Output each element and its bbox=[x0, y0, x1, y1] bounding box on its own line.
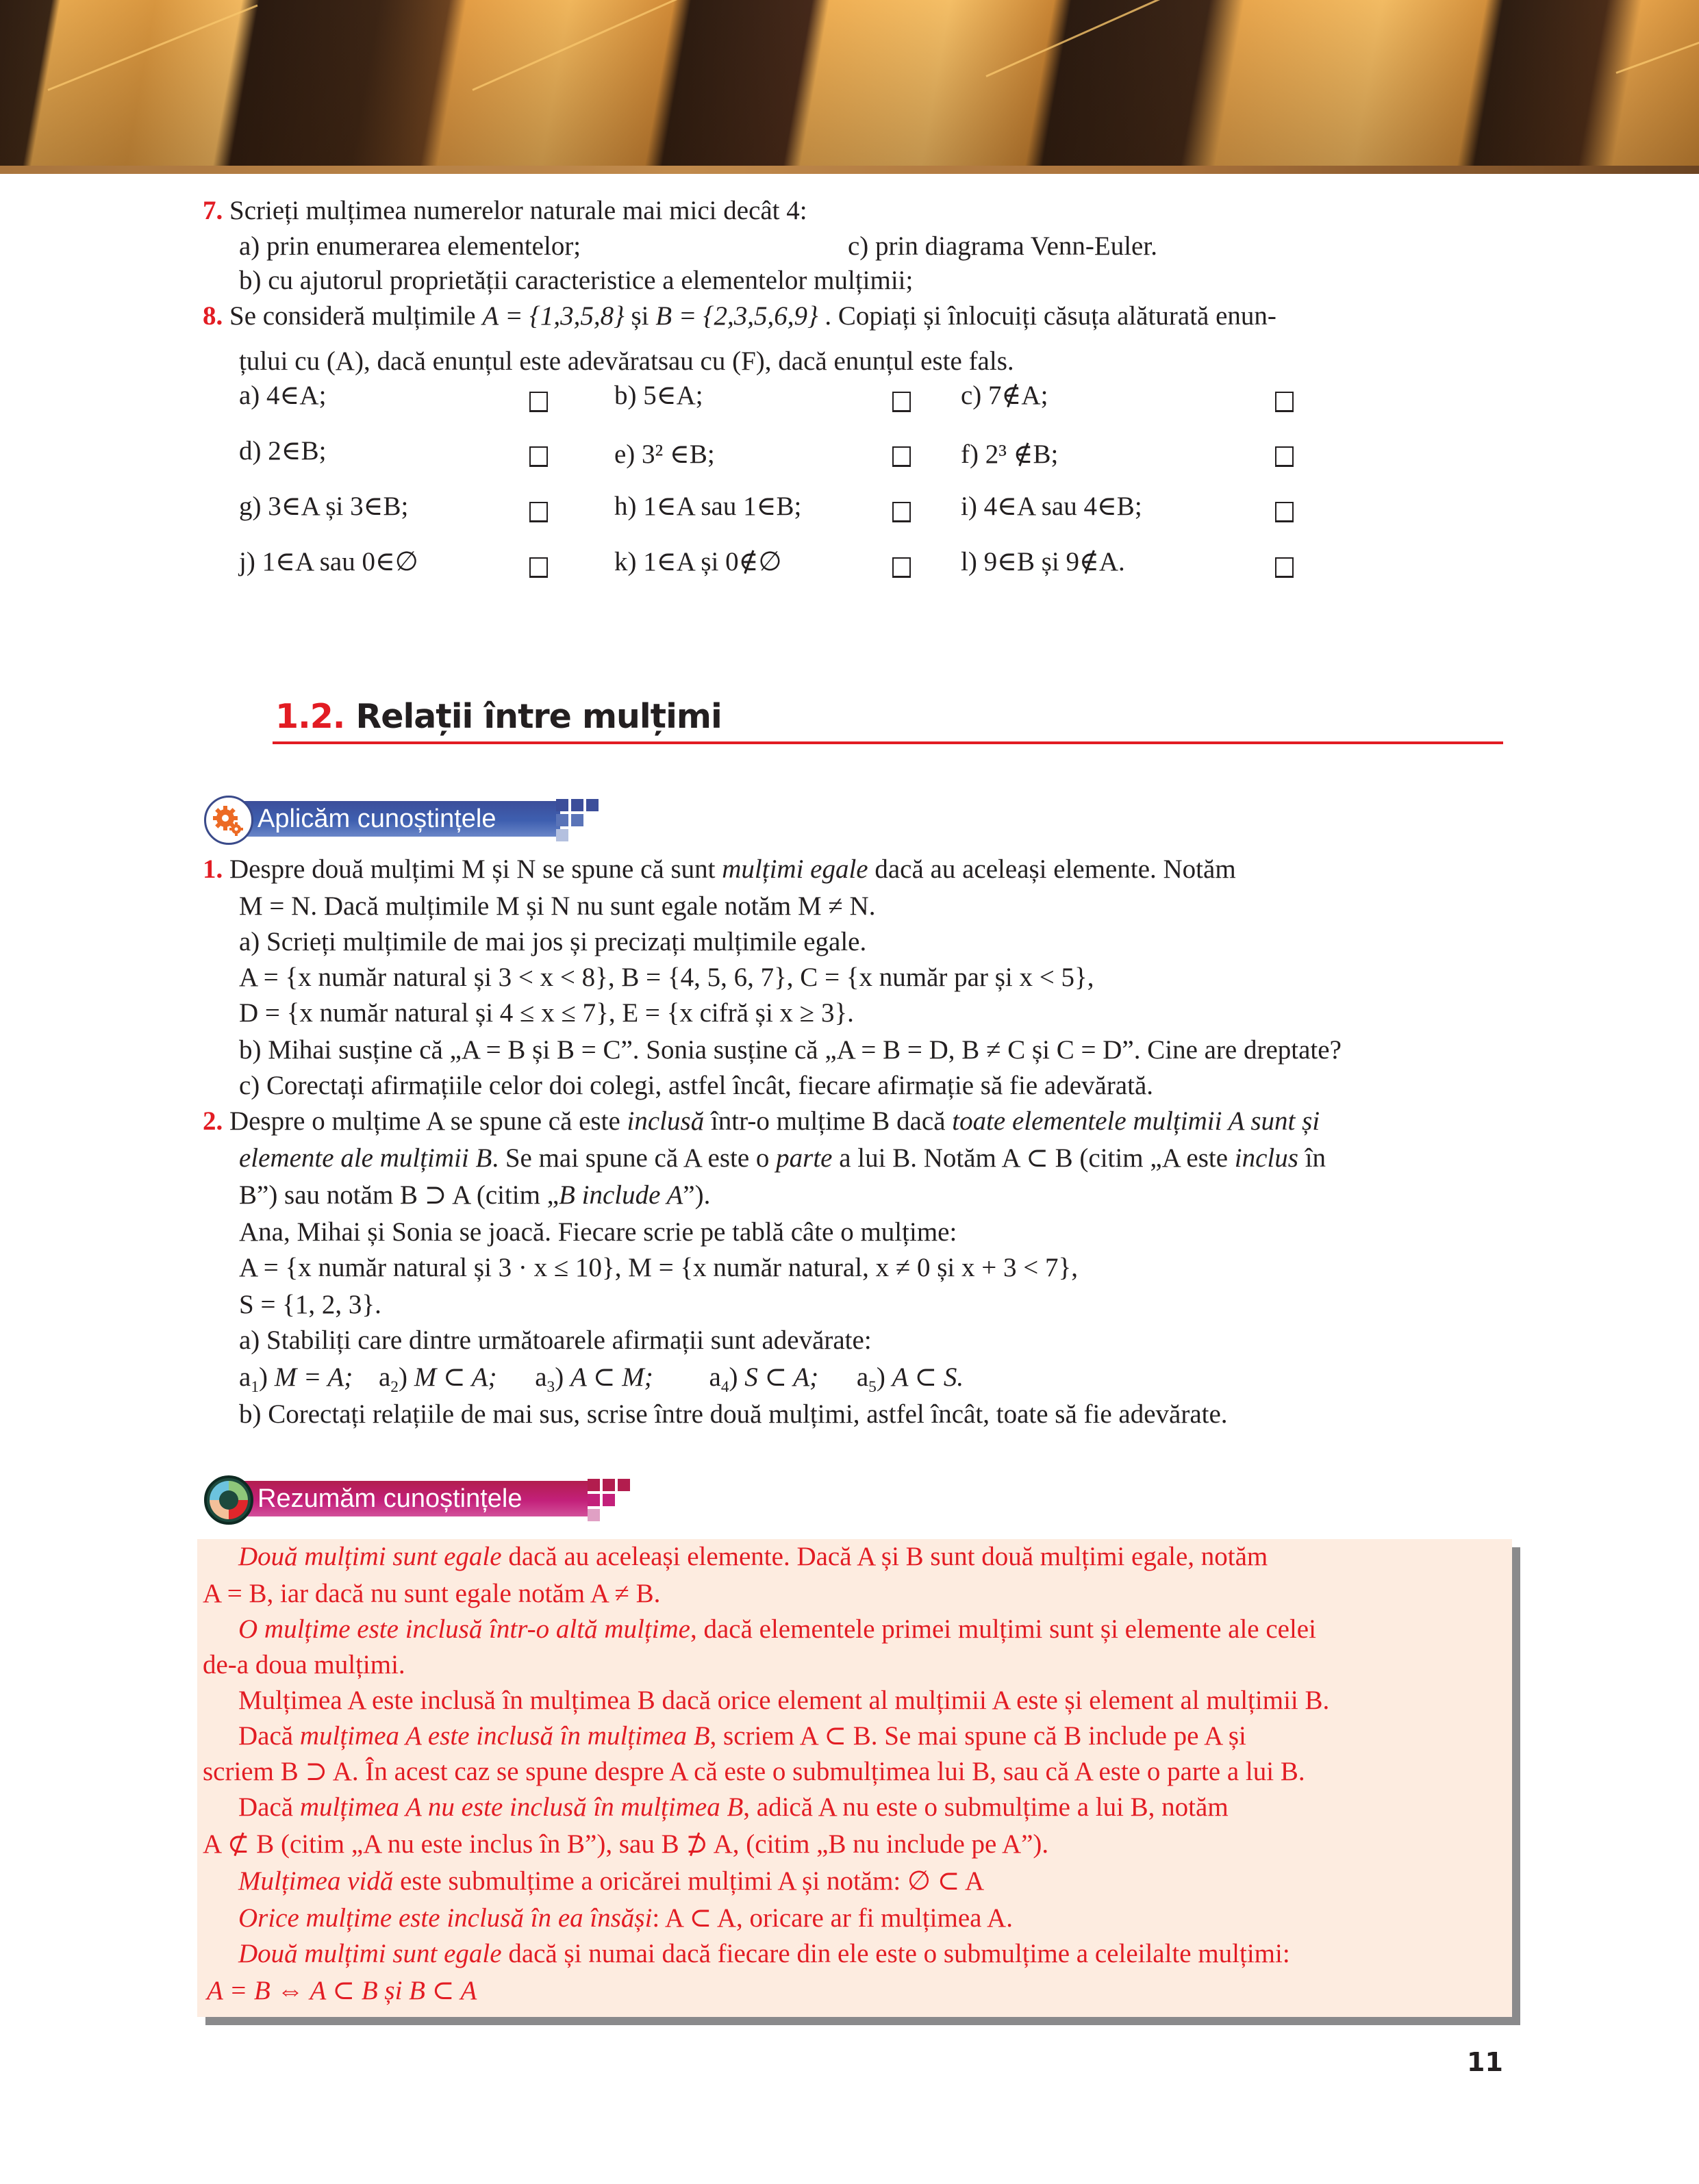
emphasis: inclusă bbox=[627, 1106, 705, 1136]
emphasis: parte bbox=[776, 1143, 833, 1173]
set-b-definition: B = {2,3,5,6,9} bbox=[655, 301, 818, 331]
exercise-7 bbox=[203, 193, 807, 229]
summary-p5-line2: A ⊄ B (citim „A nu este inclus în B”), sau B ⊅ A, (citim „B nu include pe A”). bbox=[203, 1829, 1049, 1859]
summary-text: : A ⊂ A, oricare ar fi mulțimea A. bbox=[652, 1903, 1013, 1933]
summary-text: dacă au aceleași elemente. Dacă A și B sunt două mulțimi egale, notăm bbox=[501, 1542, 1268, 1571]
decorative-square bbox=[571, 814, 583, 826]
decorative-square bbox=[603, 1494, 615, 1506]
claim-a5: $a_5$) A ⊂ S. bbox=[856, 1362, 964, 1396]
exercise-text: . Copiați și înlocuiți căsuța alăturată enun- bbox=[825, 301, 1276, 331]
decorative-square bbox=[603, 1479, 615, 1491]
emphasis: inclus bbox=[1234, 1143, 1298, 1173]
decorative-square bbox=[586, 799, 599, 811]
ex8-item-e: e) 3² ∈B; bbox=[614, 440, 715, 469]
claim-a4: $a_4$) S ⊂ A; bbox=[709, 1362, 819, 1396]
exercise-text: a lui B. Notăm A ⊂ B (citim „A este bbox=[832, 1143, 1235, 1173]
answer-checkbox[interactable] bbox=[1275, 446, 1294, 467]
apply-exercise-1 bbox=[203, 852, 1236, 887]
decorative-square bbox=[556, 799, 568, 811]
claim-text: M ⊂ A; bbox=[414, 1362, 497, 1392]
apply-ex1-c: c) Corectați afirmațiile celor doi colegi, astfel încât, fiecare afirmație să fie adevărată. bbox=[239, 1071, 1154, 1100]
ex8-item-j: j) 1∈A sau 0∈∅ bbox=[239, 547, 418, 576]
ex8-item-a: a) 4∈A; bbox=[239, 381, 327, 410]
apply-ex2-a: a) Stabiliți care dintre următoarele afirmații sunt adevărate: bbox=[239, 1325, 872, 1355]
ex8-line2: țului cu (A), dacă enunțul este adevăratsau cu (F), dacă enunțul este fals. bbox=[239, 346, 1014, 376]
answer-checkbox[interactable] bbox=[1275, 502, 1294, 522]
exercise-text: dacă au aceleași elemente. Notăm bbox=[868, 854, 1236, 884]
ex8-item-f: f) 2³ ∉B; bbox=[961, 440, 1059, 469]
exercise-text: Despre o mulțime A se spune că este bbox=[229, 1106, 627, 1136]
summary-p5 bbox=[238, 1790, 1229, 1825]
summary-p1 bbox=[238, 1539, 1268, 1575]
decorative-square bbox=[571, 799, 583, 811]
answer-checkbox[interactable] bbox=[529, 502, 548, 522]
cycle-arrows-icon bbox=[204, 1475, 253, 1525]
badge-label: Rezumăm cunoștințele bbox=[225, 1481, 588, 1516]
ex8-item-b: b) 5∈A; bbox=[614, 381, 703, 410]
claim-a1: $a_1$) M = A; bbox=[239, 1362, 353, 1396]
ex8-item-g: g) 3∈A și 3∈B; bbox=[239, 492, 409, 521]
decorative-square bbox=[556, 814, 568, 826]
emphasis: toate elementele mulțimii A sunt și bbox=[952, 1106, 1320, 1136]
section-title bbox=[275, 693, 722, 741]
apply-ex1-a: a) Scrieți mulțimile de mai jos și precizați mulțimile egale. bbox=[239, 927, 867, 956]
header-band bbox=[0, 166, 1699, 174]
emphasis: mulțimi egale bbox=[722, 854, 868, 884]
apply-ex1-line2: M = N. Dacă mulțimile M și N nu sunt egale notăm M ≠ N. bbox=[239, 891, 876, 921]
apply-exercise-2 bbox=[203, 1104, 1320, 1139]
apply-ex2-set-s: S = {1, 2, 3}. bbox=[239, 1290, 381, 1319]
exercise-number: 2. bbox=[203, 1106, 223, 1136]
section-number: 1.2. bbox=[275, 697, 345, 736]
emphasis: Orice mulțime este inclusă în ea însăși bbox=[238, 1903, 653, 1933]
summary-text: dacă și numai dacă fiecare din ele este o submulțime a celeilalte mulțimi: bbox=[501, 1939, 1290, 1968]
emphasis: elemente ale mulțimii B bbox=[239, 1143, 492, 1173]
emphasis: O mulțime este inclusă într-o altă mulțime bbox=[238, 1614, 690, 1644]
decorative-square bbox=[588, 1494, 600, 1506]
ex7-option-a: a) prin enumerarea elementelor; bbox=[239, 231, 581, 261]
apply-ex2-sets: A = {x număr natural și 3 · x ≤ 10}, M = {x număr natural, x ≠ 0 și x + 3 < 7}, bbox=[239, 1253, 1078, 1282]
apply-ex1-b: b) Mihai susține că „A = B și B = C”. Sonia susține că „A = B = D, B ≠ C și C = D”. Cine are dreptate? bbox=[239, 1035, 1342, 1065]
exercise-text: în bbox=[1298, 1143, 1326, 1173]
ex8-item-d: d) 2∈B; bbox=[239, 436, 327, 466]
ex8-item-c: c) 7∉A; bbox=[961, 381, 1048, 410]
emphasis: mulțimea A este inclusă în mulțimea B bbox=[299, 1721, 710, 1751]
page-number: 11 bbox=[1467, 2047, 1503, 2077]
header-banner-image bbox=[0, 0, 1699, 166]
answer-checkbox[interactable] bbox=[529, 446, 548, 467]
answer-checkbox[interactable] bbox=[529, 392, 548, 412]
summary-p4-line2: scriem B ⊃ A. În acest caz se spune despre A că este o submulțimea lui B, sau că A este o parte a lui B. bbox=[203, 1757, 1305, 1786]
summary-p8 bbox=[238, 1936, 1290, 1972]
claim-a3: $a_3$) A ⊂ M; bbox=[535, 1362, 653, 1396]
summary-p4 bbox=[238, 1718, 1246, 1754]
badge-label: Aplicăm cunoștințele bbox=[225, 801, 560, 837]
apply-ex2-claims bbox=[239, 1360, 964, 1395]
answer-checkbox[interactable] bbox=[892, 392, 911, 412]
summary-p3: Mulțimea A este inclusă în mulțimea B dacă orice element al mulțimii A este și element al mulțimii B. bbox=[238, 1686, 1330, 1715]
answer-checkbox[interactable] bbox=[892, 557, 911, 578]
claim-text: A ⊂ S. bbox=[892, 1362, 964, 1392]
apply-ex2-line3 bbox=[239, 1178, 710, 1213]
answer-checkbox[interactable] bbox=[1275, 557, 1294, 578]
decorative-square bbox=[588, 1479, 600, 1491]
emphasis: mulțimea A nu este inclusă în mulțimea B bbox=[299, 1792, 744, 1822]
summary-equivalence: A = B ⇔ A ⊂ B și B ⊂ A bbox=[207, 1976, 477, 2005]
exercise-number: 1. bbox=[203, 854, 223, 884]
claim-text: S ⊂ A; bbox=[744, 1362, 819, 1392]
exercise-text: . Se mai spune că A este o bbox=[492, 1143, 777, 1173]
decorative-square bbox=[588, 1509, 600, 1521]
conjunction: și bbox=[631, 301, 656, 331]
summary-text: , scriem A ⊂ B. Se mai spune că B include pe A și bbox=[709, 1721, 1246, 1751]
summary-p2-line2: de-a doua mulțimi. bbox=[203, 1650, 405, 1679]
summary-p7 bbox=[238, 1901, 1013, 1936]
apply-ex2-line4: Ana, Mihai și Sonia se joacă. Fiecare scrie pe tablă câte o mulțime: bbox=[239, 1217, 957, 1247]
answer-checkbox[interactable] bbox=[892, 446, 911, 467]
summary-p6 bbox=[238, 1864, 984, 1899]
set-a-definition: A = {1,3,5,8} bbox=[482, 301, 625, 331]
apply-ex2-b: b) Corectați relațiile de mai sus, scrise între două mulțimi, astfel încât, toate să fie adevărate. bbox=[239, 1399, 1228, 1429]
apply-ex1-sets-1: A = {x număr natural și 3 < x < 8}, B = {4, 5, 6, 7}, C = {x număr par și x < 5}, bbox=[239, 963, 1094, 992]
ex7-option-c: c) prin diagrama Venn-Euler. bbox=[848, 231, 1157, 261]
answer-checkbox[interactable] bbox=[1275, 392, 1294, 412]
summary-text: , dacă elementele primei mulțimi sunt și elemente ale celei bbox=[690, 1614, 1316, 1644]
answer-checkbox[interactable] bbox=[529, 557, 548, 578]
exercise-text: Scrieți mulțimea numerelor naturale mai mici decât 4: bbox=[229, 196, 807, 225]
ex8-item-h: h) 1∈A sau 1∈B; bbox=[614, 492, 802, 521]
exercise-text: ”). bbox=[683, 1180, 711, 1210]
emphasis: B include A bbox=[559, 1180, 683, 1210]
apply-ex1-sets-2: D = {x număr natural și 4 ≤ x ≤ 7}, E = {x cifră și x ≥ 3}. bbox=[239, 998, 854, 1028]
answer-checkbox[interactable] bbox=[892, 502, 911, 522]
ex7-option-b: b) cu ajutorul proprietății caracteristice a elementelor mulțimii; bbox=[239, 266, 914, 295]
apply-knowledge-badge bbox=[204, 796, 615, 837]
emphasis: Mulțimea vidă bbox=[238, 1866, 394, 1896]
banner-shade bbox=[0, 0, 1699, 166]
emphasis: Două mulțimi sunt egale bbox=[238, 1542, 502, 1571]
exercise-number: 8. bbox=[203, 301, 223, 331]
gears-icon bbox=[204, 796, 253, 845]
claim-a2: $a_2$) M ⊂ A; bbox=[378, 1362, 497, 1396]
exercise-text: într-o mulțime B dacă bbox=[704, 1106, 953, 1136]
ex8-item-i: i) 4∈A sau 4∈B; bbox=[961, 492, 1142, 521]
ex8-item-k: k) 1∈A și 0∉∅ bbox=[614, 547, 782, 576]
summary-p2 bbox=[238, 1612, 1316, 1647]
emphasis: Două mulțimi sunt egale bbox=[238, 1939, 502, 1968]
decorative-square bbox=[556, 829, 568, 841]
apply-ex2-line2 bbox=[239, 1141, 1326, 1176]
summary-text: Dacă bbox=[238, 1721, 300, 1751]
decorative-square bbox=[618, 1479, 630, 1491]
summary-p1-line2: A = B, iar dacă nu sunt egale notăm A ≠ B. bbox=[203, 1579, 661, 1608]
ex8-item-l: l) 9∈B și 9∉A. bbox=[961, 547, 1125, 576]
exercise-8 bbox=[203, 299, 1276, 334]
exercise-number: 7. bbox=[203, 196, 223, 225]
claim-text: A ⊂ M; bbox=[570, 1362, 653, 1392]
claim-text: M = A; bbox=[274, 1362, 353, 1392]
summary-text: este submulțime a oricărei mulțimi A și notăm: ∅ ⊂ A bbox=[393, 1866, 985, 1896]
summary-text: , adică A nu este o submulțime a lui B, notăm bbox=[743, 1792, 1229, 1822]
summary-badge bbox=[204, 1475, 642, 1516]
section-title-text: Relații între mulțimi bbox=[355, 697, 722, 736]
exercise-text: B”) sau notăm B ⊃ A (citim „ bbox=[239, 1180, 559, 1210]
section-divider bbox=[273, 741, 1503, 744]
summary-text: Dacă bbox=[238, 1792, 300, 1822]
exercise-text: Se consideră mulțimile bbox=[229, 301, 483, 331]
exercise-text: Despre două mulțimi M și N se spune că sunt bbox=[229, 854, 722, 884]
